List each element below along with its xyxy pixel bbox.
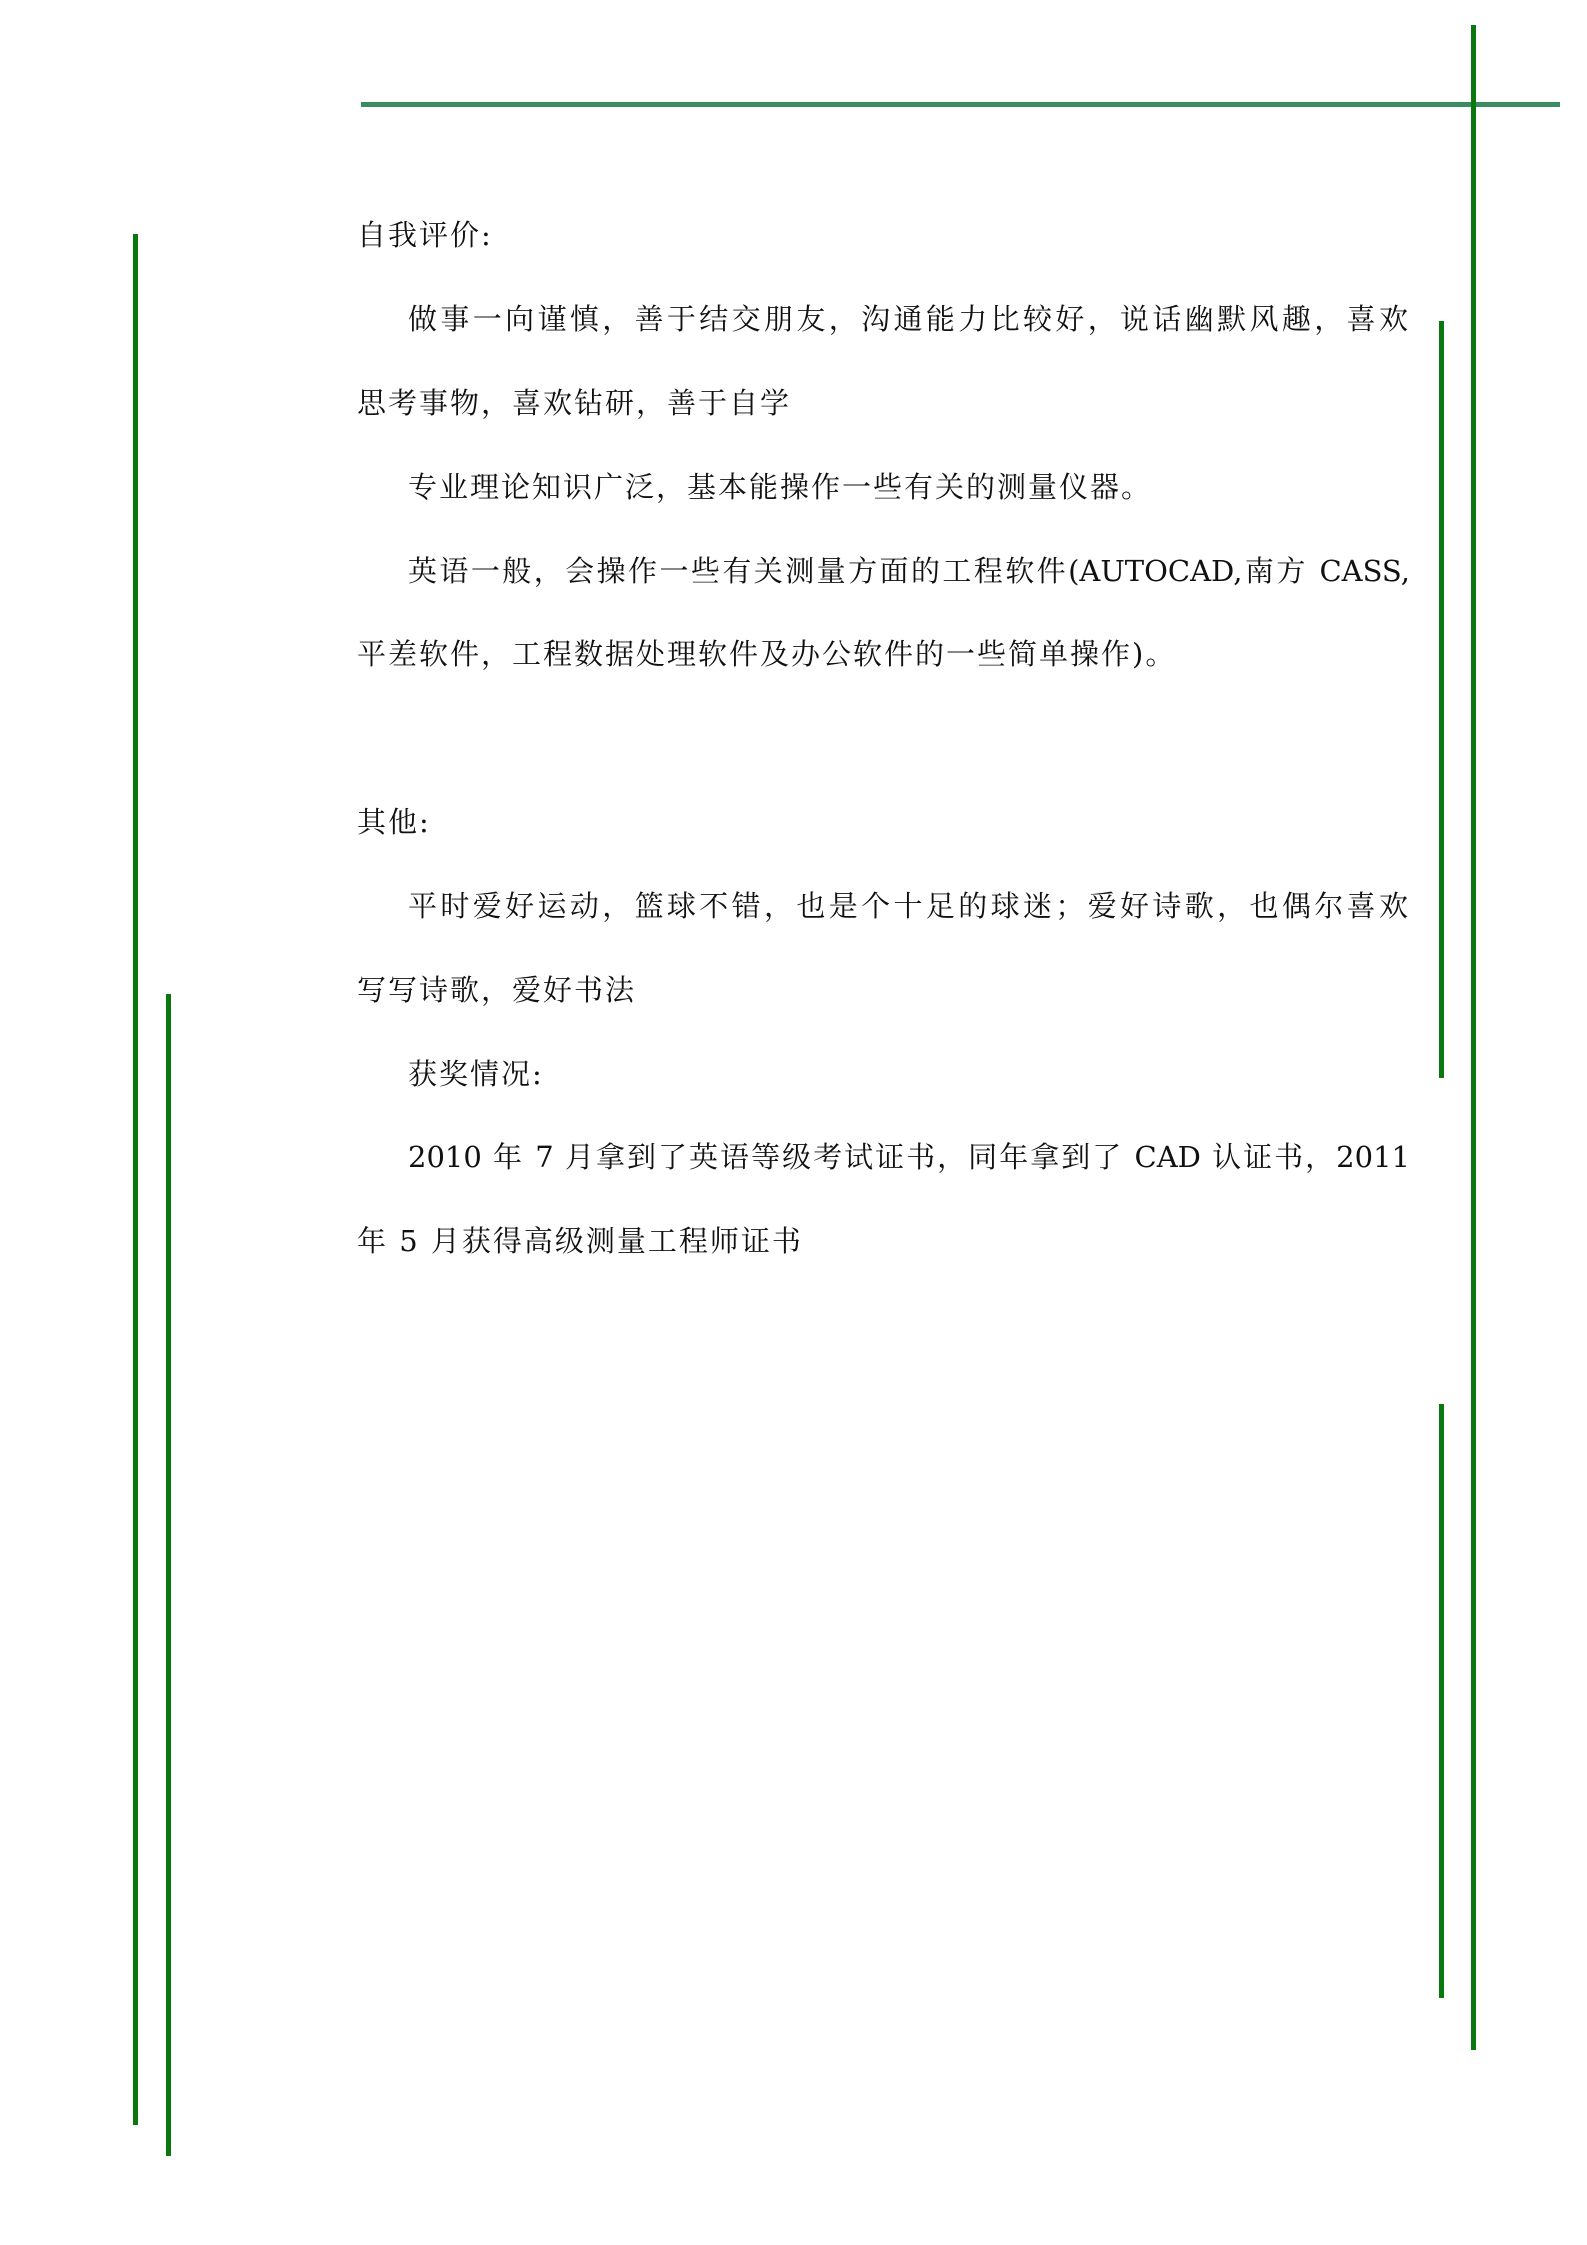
paragraph-line: 写写诗歌，爱好书法 <box>357 973 637 1007</box>
top-horizontal-rule <box>361 102 1560 107</box>
left-outer-vertical-rule <box>133 234 138 2125</box>
left-inner-vertical-rule <box>166 994 171 2156</box>
paragraph-line: 思考事物，喜欢钻研，善于自学 <box>357 386 792 420</box>
paragraph-line: 英语一般，会操作一些有关测量方面的工程软件(AUTOCAD,南方 CASS, <box>408 554 1410 588</box>
right-outer-vertical-rule <box>1471 25 1476 2050</box>
right-inner-vertical-rule-upper <box>1439 321 1444 1078</box>
right-inner-vertical-rule-lower <box>1439 1404 1444 1998</box>
paragraph-line: 做事一向谨慎，善于结交朋友，沟通能力比较好，说话幽默风趣，喜欢 <box>408 302 1410 336</box>
paragraph-line: 2010 年 7 月拿到了英语等级考试证书，同年拿到了 CAD 认证书，2011 <box>408 1140 1410 1174</box>
paragraph-line: 专业理论知识广泛，基本能操作一些有关的测量仪器。 <box>408 470 1153 504</box>
paragraph-line: 平差软件，工程数据处理软件及办公软件的一些简单操作)。 <box>357 637 1177 671</box>
paragraph-line: 平时爱好运动，篮球不错，也是个十足的球迷；爱好诗歌，也偶尔喜欢 <box>408 889 1410 923</box>
paragraph-line: 年 5 月获得高级测量工程师证书 <box>357 1224 803 1258</box>
section-heading-other: 其他: <box>357 805 431 839</box>
awards-subheading: 获奖情况: <box>408 1057 544 1091</box>
section-heading-self-evaluation: 自我评价: <box>357 218 493 252</box>
